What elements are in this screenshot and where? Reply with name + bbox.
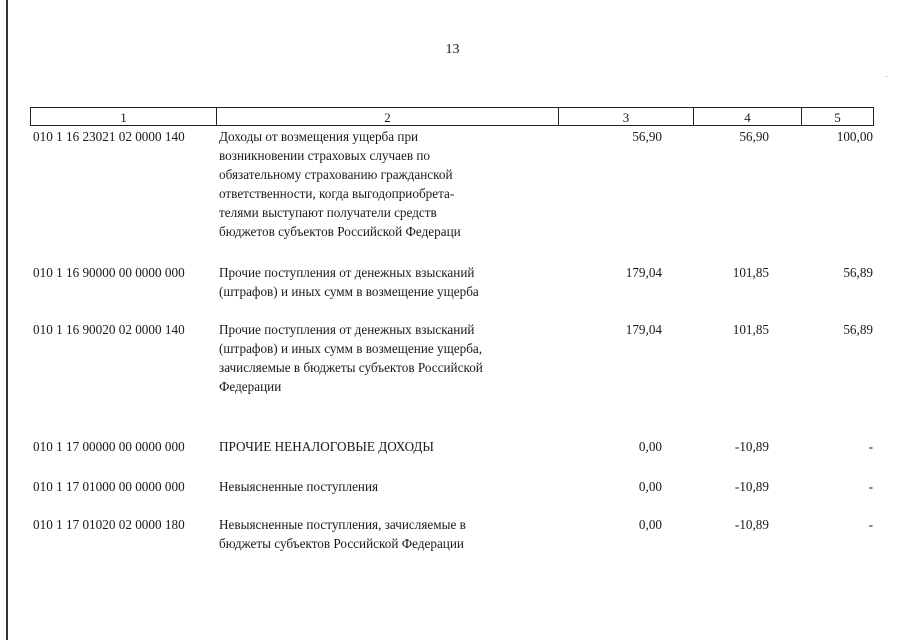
page-number: 13	[445, 42, 460, 57]
row-value-col3: 179,04	[625, 265, 662, 280]
row-name	[219, 477, 539, 496]
row-name-line: Доходы от возмещения ущерба при	[219, 129, 419, 144]
row-value-col4: -10,89	[734, 479, 769, 494]
row-name-line: ПРОЧИЕ НЕНАЛОГОВЫЕ ДОХОДЫ	[219, 439, 434, 454]
row-value-col3: 56,90	[632, 129, 662, 144]
row-value-col5: -	[868, 517, 873, 532]
row-name-line: возникновении страховых случаев по	[219, 148, 431, 163]
row-name	[219, 263, 539, 301]
row-code: 010 1 17 00000 00 0000 000	[33, 439, 185, 454]
row-value-col3: 0,00	[638, 439, 662, 454]
row-name-line: ответственности, когда выгодоприобрета-	[219, 186, 455, 201]
row-name-line: (штрафов) и иных сумм в возмещение ущерба,	[219, 341, 483, 356]
row-value-col4: -10,89	[734, 517, 769, 532]
row-name-line: (штрафов) и иных сумм в возмещение ущерба	[219, 284, 479, 299]
row-code: 010 1 16 23021 02 0000 140	[33, 129, 185, 144]
left-margin-rule	[6, 0, 8, 640]
scan-speck	[886, 76, 887, 77]
row-name	[219, 320, 539, 396]
row-value-col5: 56,89	[843, 265, 873, 280]
row-value-col3: 0,00	[638, 479, 662, 494]
row-name	[219, 437, 539, 456]
row-name-line: Прочие поступления от денежных взысканий	[219, 265, 475, 280]
row-value-col3: 0,00	[638, 517, 662, 532]
row-name-line: бюджеты субъектов Российской Федерации	[219, 536, 464, 551]
row-value-col3: 179,04	[625, 322, 662, 337]
row-code: 010 1 17 01020 02 0000 180	[33, 517, 185, 532]
row-code: 010 1 17 01000 00 0000 000	[33, 479, 185, 494]
header-col-5: 5	[834, 110, 841, 125]
row-name-line: бюджетов субъектов Российской Федераци	[219, 224, 461, 239]
row-value-col5: 100,00	[836, 129, 873, 144]
header-col-1: 1	[120, 110, 127, 125]
header-col-2: 2	[384, 110, 391, 125]
row-name-line: Прочие поступления от денежных взысканий	[219, 322, 475, 337]
row-name	[219, 127, 539, 241]
row-name-line: Невыясненные поступления	[219, 479, 379, 494]
row-value-col5: 56,89	[843, 322, 873, 337]
row-value-col4: 56,90	[739, 129, 769, 144]
row-name-line: зачисляемые в бюджеты субъектов Российской	[219, 360, 483, 375]
row-code: 010 1 16 90020 02 0000 140	[33, 322, 185, 337]
row-name-line: телями выступают получатели средств	[219, 205, 437, 220]
row-value-col4: 101,85	[732, 265, 769, 280]
row-value-col5: -	[868, 439, 873, 454]
row-name-line: Федерации	[219, 379, 282, 394]
row-value-col4: 101,85	[732, 322, 769, 337]
row-value-col4: -10,89	[734, 439, 769, 454]
row-value-col5: -	[868, 479, 873, 494]
header-col-3: 3	[622, 110, 630, 125]
row-name	[219, 515, 539, 553]
table-header	[30, 107, 874, 126]
header-col-4: 4	[744, 110, 751, 125]
row-code: 010 1 16 90000 00 0000 000	[33, 265, 185, 280]
row-name-line: обязательному страхованию гражданской	[219, 167, 453, 182]
row-name-line: Невыясненные поступления, зачисляемые в	[219, 517, 466, 532]
